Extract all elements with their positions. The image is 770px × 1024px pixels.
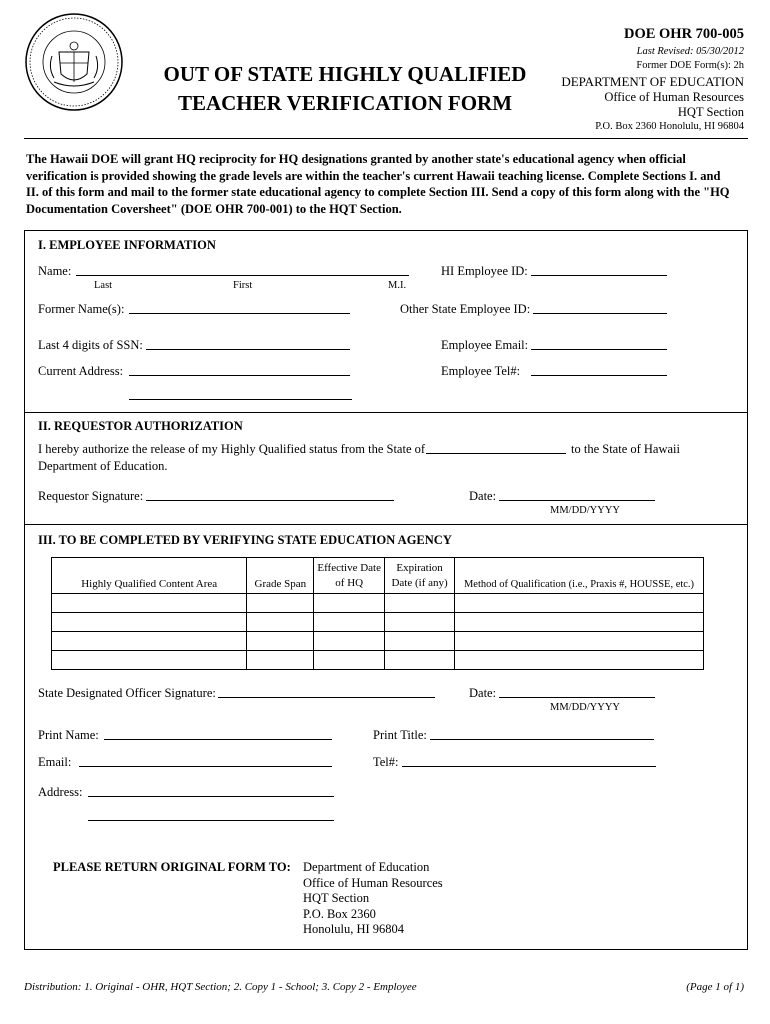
- officer-address-field[interactable]: [88, 796, 334, 797]
- return-address-line: Honolulu, HI 96804: [303, 922, 405, 936]
- section2-heading: II. REQUESTOR AUTHORIZATION: [38, 419, 243, 433]
- other-state-id-field[interactable]: [533, 313, 667, 314]
- form-title-line1: OUT OF STATE HIGHLY QUALIFIED: [163, 62, 527, 86]
- table-row[interactable]: [52, 594, 704, 613]
- officer-date-field[interactable]: [499, 697, 655, 698]
- officer-tel-field[interactable]: [402, 766, 656, 767]
- intro-line: II. of this form and mail to the former state educational agency to complete Section III. Send a copy of this form along with the "HQ: [26, 185, 730, 199]
- employee-tel-field[interactable]: [531, 375, 667, 376]
- officer-date-label: Date:: [469, 686, 497, 700]
- officer-address-field-2[interactable]: [88, 820, 334, 821]
- hi-employee-id-field[interactable]: [531, 275, 667, 276]
- employee-email-field[interactable]: [531, 349, 667, 350]
- return-address-line: HQT Section: [303, 891, 370, 905]
- table-row[interactable]: [52, 632, 704, 651]
- form-number: DOE OHR 700-005: [623, 26, 744, 42]
- header-divider: [24, 138, 748, 139]
- state-seal: [24, 12, 124, 112]
- print-name-field[interactable]: [104, 739, 332, 740]
- page-number: (Page 1 of 1): [686, 981, 744, 993]
- current-address-label: Current Address:: [38, 364, 124, 378]
- intro-line: Documentation Coversheet" (DOE OHR 700-001) to the HQT Section.: [26, 201, 402, 216]
- current-address-field-2[interactable]: [129, 399, 352, 400]
- requestor-signature-field[interactable]: [146, 500, 394, 501]
- section-divider: [24, 524, 748, 525]
- section1-heading: I. EMPLOYEE INFORMATION: [38, 238, 216, 252]
- intro-text: [26, 151, 730, 217]
- column-header: Effective Date of HQ: [314, 558, 385, 594]
- return-address-line: Department of Education: [303, 860, 430, 874]
- office-name: Office of Human Resources: [604, 90, 744, 104]
- intro-line: verification is provided showing the grade levels are within the teacher's current Hawaii teaching license. Complete Sections I. and: [26, 168, 721, 183]
- auth-text-a: I hereby authorize the release of my Highly Qualified status from the State of: [38, 442, 426, 456]
- former-names-label: Former Name(s):: [38, 302, 125, 316]
- section3-heading: III. TO BE COMPLETED BY VERIFYING STATE EDUCATION AGENCY: [38, 533, 452, 547]
- intro-line: The Hawaii DOE will grant HQ reciprocity for HQ designations granted by another state's educational agency when official: [26, 152, 686, 166]
- name-sub-last: Last: [94, 280, 113, 291]
- name-sub-mi: M.I.: [388, 280, 407, 291]
- form-title: [150, 60, 540, 118]
- ssn-label: Last 4 digits of SSN:: [38, 338, 143, 352]
- requestor-date-label: Date:: [469, 489, 497, 503]
- name-sub-first: First: [233, 280, 253, 291]
- table-header-row: [52, 558, 704, 594]
- former-forms: Former DOE Form(s): 2h: [636, 60, 744, 71]
- former-names-field[interactable]: [129, 313, 350, 314]
- table-row[interactable]: [52, 651, 704, 670]
- print-name-label: Print Name:: [38, 728, 99, 742]
- print-title-label: Print Title:: [373, 728, 427, 742]
- requestor-date-field[interactable]: [499, 500, 655, 501]
- other-state-id-label: Other State Employee ID:: [400, 302, 531, 316]
- hi-employee-id-label: HI Employee ID:: [441, 264, 528, 278]
- officer-email-label: Email:: [38, 755, 72, 769]
- return-address-line: P.O. Box 2360: [303, 906, 376, 921]
- column-header: Grade Span: [247, 558, 314, 594]
- current-address-field[interactable]: [129, 375, 350, 376]
- name-field[interactable]: [76, 275, 409, 276]
- officer-email-field[interactable]: [79, 766, 332, 767]
- employee-tel-label: Employee Tel#:: [441, 364, 521, 378]
- officer-date-format: MM/DD/YYYY: [550, 702, 621, 713]
- employee-email-label: Employee Email:: [441, 338, 529, 352]
- qualification-table: [51, 557, 704, 670]
- department-name: DEPARTMENT OF EDUCATION: [561, 74, 744, 89]
- print-title-field[interactable]: [430, 739, 654, 740]
- return-address-line: Office of Human Resources: [303, 875, 443, 890]
- requestor-date-format: MM/DD/YYYY: [550, 505, 621, 516]
- return-address: [303, 860, 443, 938]
- requestor-signature-label: Requestor Signature:: [38, 489, 144, 503]
- ssn-field[interactable]: [146, 349, 350, 350]
- header-address: P.O. Box 2360 Honolulu, HI 96804: [595, 121, 744, 132]
- last-revised: Last Revised: 05/30/2012: [636, 46, 744, 57]
- officer-signature-label: State Designated Officer Signature:: [38, 686, 216, 700]
- officer-signature-field[interactable]: [218, 697, 435, 698]
- column-header: Highly Qualified Content Area: [52, 558, 247, 594]
- officer-tel-label: Tel#:: [373, 755, 399, 769]
- officer-address-label: Address:: [38, 785, 83, 799]
- former-state-field[interactable]: [426, 453, 566, 454]
- auth-text-b: to the State of Hawaii: [571, 442, 680, 456]
- section-name: HQT Section: [677, 105, 744, 119]
- return-label: PLEASE RETURN ORIGINAL FORM TO:: [53, 860, 291, 874]
- section-divider: [24, 412, 748, 413]
- table-row[interactable]: [52, 613, 704, 632]
- column-header: Expiration Date (if any): [385, 558, 455, 594]
- column-header: Method of Qualification (i.e., Praxis #, HOUSSE, etc.): [455, 558, 704, 594]
- auth-text-c: Department of Education.: [38, 459, 168, 473]
- form-title-line2: TEACHER VERIFICATION FORM: [177, 91, 513, 115]
- name-label: Name:: [38, 264, 72, 278]
- distribution-note: Distribution: 1. Original - OHR, HQT Section; 2. Copy 1 - School; 3. Copy 2 - Employee: [24, 981, 417, 993]
